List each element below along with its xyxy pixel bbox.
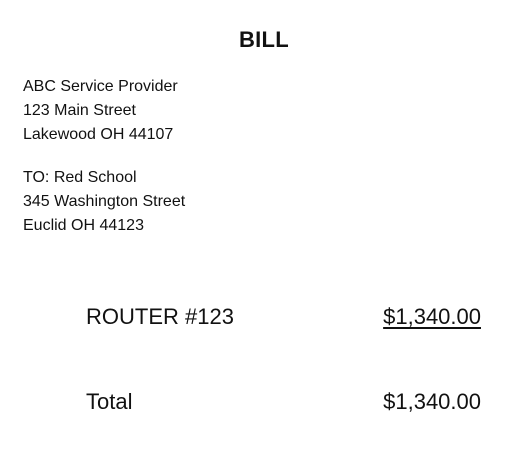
line-item-description: ROUTER #123 bbox=[86, 304, 234, 329]
sender-street: 123 Main Street bbox=[23, 102, 136, 119]
total-row bbox=[86, 388, 481, 416]
recipient-street: 345 Washington Street bbox=[23, 193, 186, 210]
document-title: BILL bbox=[238, 27, 290, 52]
line-item-amount: $1,340.00 bbox=[383, 304, 481, 329]
sender-address bbox=[23, 75, 178, 147]
recipient-city: Euclid OH 44123 bbox=[23, 217, 144, 234]
total-amount: $1,340.00 bbox=[383, 389, 481, 414]
sender-city: Lakewood OH 44107 bbox=[23, 126, 174, 143]
recipient-address bbox=[23, 166, 185, 238]
total-label: Total bbox=[86, 389, 133, 414]
line-item-row bbox=[86, 303, 481, 331]
recipient-name: TO: Red School bbox=[23, 169, 137, 186]
sender-name: ABC Service Provider bbox=[23, 78, 178, 95]
